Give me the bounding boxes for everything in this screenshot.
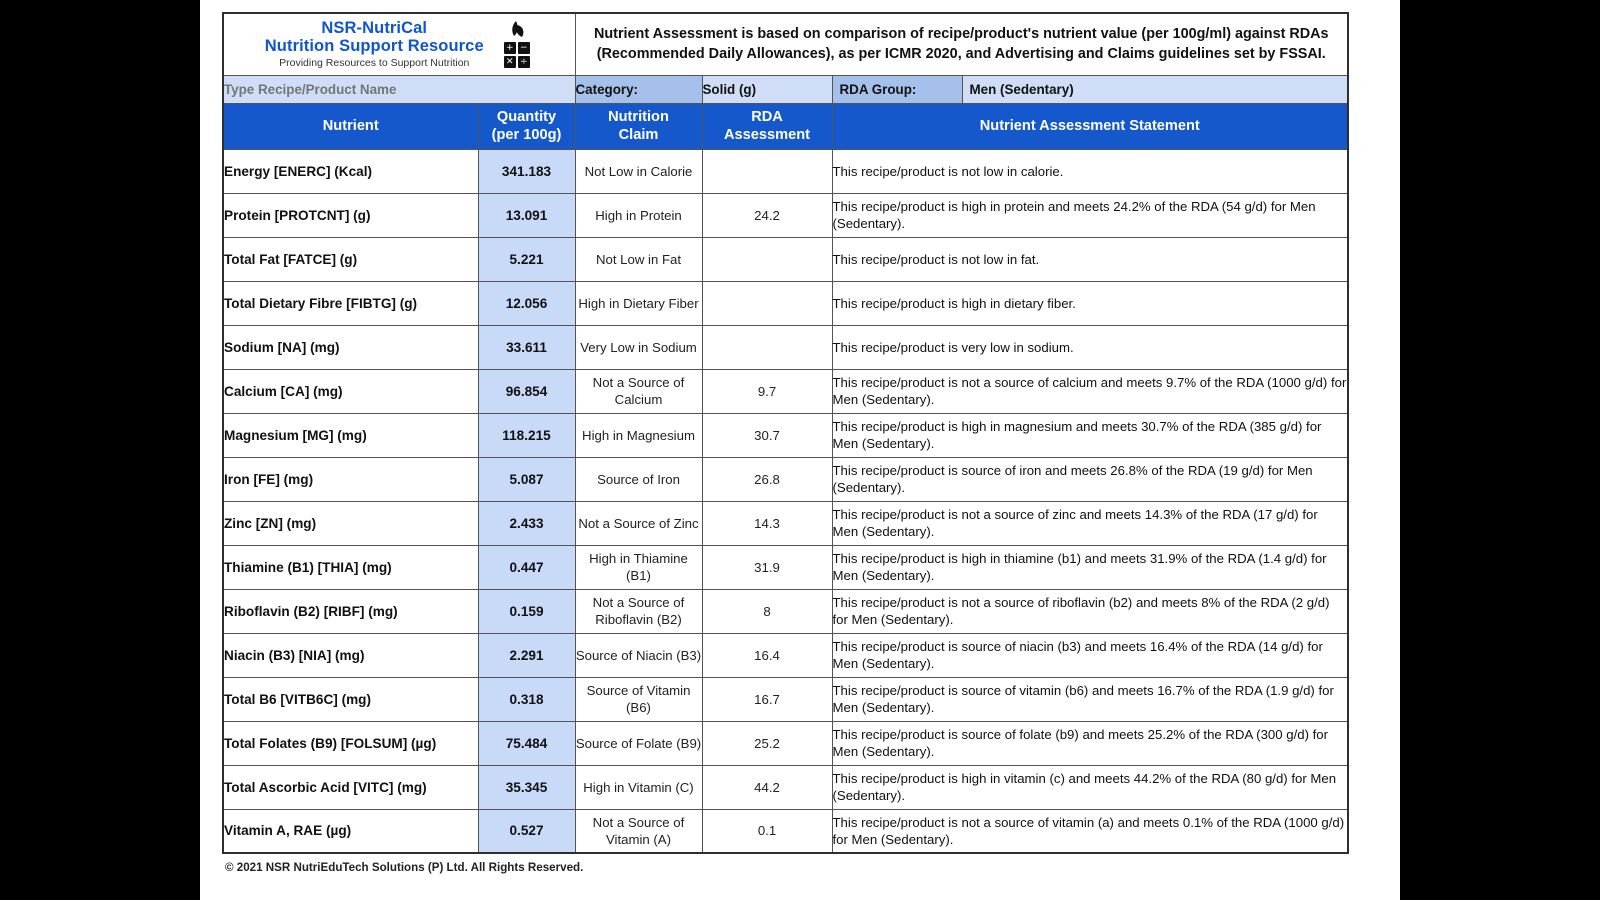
calculator-keypad-icon bbox=[504, 42, 530, 68]
assessment-statement-cell: This recipe/product is high in protein and meets 24.2% of the RDA (54 g/d) for Men (Sedentary). bbox=[832, 193, 1348, 237]
nutrition-claim-cell: Source of Folate (B9) bbox=[575, 721, 702, 765]
nutrition-claim-cell: Not Low in Fat bbox=[575, 237, 702, 281]
assessment-statement-cell: This recipe/product is not a source of calcium and meets 9.7% of the RDA (1000 g/d) for Men (Sedentary). bbox=[832, 369, 1348, 413]
nutrient-name-cell: Niacin (B3) [NIA] (mg) bbox=[223, 633, 478, 677]
nutrient-name-cell: Magnesium [MG] (mg) bbox=[223, 413, 478, 457]
quantity-cell: 0.318 bbox=[478, 677, 575, 721]
rda-group-label: RDA Group: bbox=[833, 76, 963, 103]
nutrient-name-cell: Sodium [NA] (mg) bbox=[223, 325, 478, 369]
assessment-note: Nutrient Assessment is based on comparison of recipe/product's nutrient value (per 100g/ml) against RDAs (Recommended Daily Allowances), as per ICMR 2020, and Advertising and Claims guidelines set by FSSAI. bbox=[575, 13, 1348, 75]
assessment-statement-cell: This recipe/product is high in thiamine (b1) and meets 31.9% of the RDA (1.4 g/d) for Men (Sedentary). bbox=[832, 545, 1348, 589]
table-row bbox=[223, 369, 1348, 413]
table-row bbox=[223, 193, 1348, 237]
nutrient-name-cell: Thiamine (B1) [THIA] (mg) bbox=[223, 545, 478, 589]
nutrient-name-cell: Total Dietary Fibre [FIBTG] (g) bbox=[223, 281, 478, 325]
key-minus: − bbox=[518, 42, 530, 54]
quantity-cell: 33.611 bbox=[478, 325, 575, 369]
table-row bbox=[223, 545, 1348, 589]
assessment-statement-cell: This recipe/product is source of vitamin (b6) and meets 16.7% of the RDA (1.9 g/d) for Men (Sedentary). bbox=[832, 677, 1348, 721]
rda-assessment-cell bbox=[702, 237, 832, 281]
col-header-rda-line2: Assessment bbox=[724, 127, 810, 143]
assessment-statement-cell: This recipe/product is not a source of zinc and meets 14.3% of the RDA (17 g/d) for Men (Sedentary). bbox=[832, 501, 1348, 545]
input-row bbox=[223, 75, 1348, 103]
nutrient-name-cell: Energy [ENERC] (Kcal) bbox=[223, 149, 478, 193]
col-header-claim-line2: Claim bbox=[618, 127, 659, 143]
rda-assessment-cell: 9.7 bbox=[702, 369, 832, 413]
recipe-name-cell[interactable] bbox=[223, 75, 575, 103]
nutrient-name-cell: Iron [FE] (mg) bbox=[223, 457, 478, 501]
nutrition-claim-cell: High in Thiamine (B1) bbox=[575, 545, 702, 589]
nutrition-claim-cell: Very Low in Sodium bbox=[575, 325, 702, 369]
nutrition-claim-cell: Not a Source of Vitamin (A) bbox=[575, 809, 702, 853]
nutrition-claim-cell: Not a Source of Calcium bbox=[575, 369, 702, 413]
table-row bbox=[223, 413, 1348, 457]
nutrient-name-cell: Total Ascorbic Acid [VITC] (mg) bbox=[223, 765, 478, 809]
quantity-cell: 35.345 bbox=[478, 765, 575, 809]
assessment-statement-cell: This recipe/product is source of iron and meets 26.8% of the RDA (19 g/d) for Men (Sedentary). bbox=[832, 457, 1348, 501]
quantity-cell: 5.221 bbox=[478, 237, 575, 281]
rda-assessment-cell: 0.1 bbox=[702, 809, 832, 853]
rda-assessment-cell: 24.2 bbox=[702, 193, 832, 237]
nutrient-name-cell: Total B6 [VITB6C] (mg) bbox=[223, 677, 478, 721]
table-row bbox=[223, 589, 1348, 633]
recipe-name-input[interactable] bbox=[224, 82, 575, 97]
nutrition-claim-cell: High in Dietary Fiber bbox=[575, 281, 702, 325]
key-multiply: ✕ bbox=[504, 56, 516, 68]
col-header-nutrition-claim bbox=[575, 103, 702, 149]
nutrient-name-cell: Total Folates (B9) [FOLSUM] (µg) bbox=[223, 721, 478, 765]
col-header-claim-line1: Nutrition bbox=[608, 109, 669, 125]
table-row bbox=[223, 281, 1348, 325]
leaf-calculator-icon bbox=[500, 20, 534, 68]
quantity-cell: 2.433 bbox=[478, 501, 575, 545]
assessment-statement-cell: This recipe/product is high in vitamin (c) and meets 44.2% of the RDA (80 g/d) for Men (Sedentary). bbox=[832, 765, 1348, 809]
nutrition-claim-cell: High in Protein bbox=[575, 193, 702, 237]
nutrient-name-cell: Zinc [ZN] (mg) bbox=[223, 501, 478, 545]
nutrition-claim-cell: Not a Source of Riboflavin (B2) bbox=[575, 589, 702, 633]
table-row bbox=[223, 765, 1348, 809]
assessment-statement-cell: This recipe/product is not low in fat. bbox=[832, 237, 1348, 281]
table-row bbox=[223, 677, 1348, 721]
nutrition-claim-cell: Source of Iron bbox=[575, 457, 702, 501]
table-row bbox=[223, 501, 1348, 545]
banner-row bbox=[223, 13, 1348, 75]
table-row bbox=[223, 237, 1348, 281]
assessment-statement-cell: This recipe/product is source of folate (b9) and meets 25.2% of the RDA (300 g/d) for Men (Sedentary). bbox=[832, 721, 1348, 765]
category-label: Category: bbox=[575, 75, 702, 103]
brand-name: NSR-NutriCal bbox=[321, 18, 428, 37]
quantity-cell: 75.484 bbox=[478, 721, 575, 765]
table-row bbox=[223, 457, 1348, 501]
rda-assessment-cell: 30.7 bbox=[702, 413, 832, 457]
col-header-rda-line1: RDA bbox=[751, 109, 783, 125]
assessment-statement-cell: This recipe/product is source of niacin (b3) and meets 16.4% of the RDA (14 g/d) for Men (Sedentary). bbox=[832, 633, 1348, 677]
table-row bbox=[223, 149, 1348, 193]
col-header-quantity bbox=[478, 103, 575, 149]
quantity-cell: 0.447 bbox=[478, 545, 575, 589]
nutrition-claim-cell: Source of Vitamin (B6) bbox=[575, 677, 702, 721]
sheet-content bbox=[222, 12, 1347, 874]
assessment-statement-cell: This recipe/product is not a source of vitamin (a) and meets 0.1% of the RDA (1000 g/d) for Men (Sedentary). bbox=[832, 809, 1348, 853]
rda-assessment-cell: 16.7 bbox=[702, 677, 832, 721]
rda-assessment-cell: 26.8 bbox=[702, 457, 832, 501]
quantity-cell: 12.056 bbox=[478, 281, 575, 325]
nutrition-claim-cell: High in Vitamin (C) bbox=[575, 765, 702, 809]
nutrient-assessment-sheet bbox=[200, 0, 1400, 900]
nutrition-claim-cell: Not a Source of Zinc bbox=[575, 501, 702, 545]
col-header-quantity-line1: Quantity bbox=[496, 109, 557, 125]
quantity-cell: 5.087 bbox=[478, 457, 575, 501]
rda-group-cell bbox=[832, 75, 1348, 103]
brand-tagline: Providing Resources to Support Nutrition bbox=[279, 56, 470, 69]
rda-assessment-cell: 14.3 bbox=[702, 501, 832, 545]
assessment-statement-cell: This recipe/product is not a source of riboflavin (b2) and meets 8% of the RDA (2 g/d) for Men (Sedentary). bbox=[832, 589, 1348, 633]
assessment-statement-cell: This recipe/product is not low in calorie. bbox=[832, 149, 1348, 193]
table-row bbox=[223, 721, 1348, 765]
copyright-footer: © 2021 NSR NutriEduTech Solutions (P) Ltd. All Rights Reserved. bbox=[225, 861, 584, 874]
rda-assessment-cell: 8 bbox=[702, 589, 832, 633]
nutrition-claim-cell: Source of Niacin (B3) bbox=[575, 633, 702, 677]
assessment-statement-cell: This recipe/product is high in magnesium and meets 30.7% of the RDA (385 g/d) for Men (Sedentary). bbox=[832, 413, 1348, 457]
nutrient-name-cell: Calcium [CA] (mg) bbox=[223, 369, 478, 413]
quantity-cell: 0.159 bbox=[478, 589, 575, 633]
col-header-quantity-line2: (per 100g) bbox=[491, 127, 562, 143]
nutrient-name-cell: Riboflavin (B2) [RIBF] (mg) bbox=[223, 589, 478, 633]
nutrient-name-cell: Vitamin A, RAE (µg) bbox=[223, 809, 478, 853]
table-row bbox=[223, 325, 1348, 369]
rda-assessment-cell: 25.2 bbox=[702, 721, 832, 765]
rda-assessment-cell bbox=[702, 149, 832, 193]
assessment-statement-cell: This recipe/product is very low in sodium. bbox=[832, 325, 1348, 369]
quantity-cell: 341.183 bbox=[478, 149, 575, 193]
rda-assessment-cell: 16.4 bbox=[702, 633, 832, 677]
quantity-cell: 118.215 bbox=[478, 413, 575, 457]
nutrition-claim-cell: High in Magnesium bbox=[575, 413, 702, 457]
quantity-cell: 13.091 bbox=[478, 193, 575, 237]
column-header-row bbox=[223, 103, 1348, 149]
brand-subtitle: Nutrition Support Resource bbox=[264, 36, 484, 55]
rda-assessment-cell: 44.2 bbox=[702, 765, 832, 809]
col-header-statement: Nutrient Assessment Statement bbox=[832, 103, 1348, 149]
category-value[interactable]: Solid (g) bbox=[702, 75, 832, 103]
key-plus: + bbox=[504, 42, 516, 54]
col-header-rda-assessment bbox=[702, 103, 832, 149]
rda-assessment-cell bbox=[702, 281, 832, 325]
quantity-cell: 0.527 bbox=[478, 809, 575, 853]
rda-group-value[interactable]: Men (Sedentary) bbox=[963, 76, 1348, 103]
table-body bbox=[223, 149, 1348, 853]
table-row bbox=[223, 633, 1348, 677]
nutrient-assessment-table bbox=[222, 12, 1349, 854]
assessment-statement-cell: This recipe/product is high in dietary fiber. bbox=[832, 281, 1348, 325]
rda-assessment-cell bbox=[702, 325, 832, 369]
quantity-cell: 2.291 bbox=[478, 633, 575, 677]
nutrient-name-cell: Protein [PROTCNT] (g) bbox=[223, 193, 478, 237]
col-header-nutrient: Nutrient bbox=[223, 103, 478, 149]
table-row bbox=[223, 809, 1348, 853]
quantity-cell: 96.854 bbox=[478, 369, 575, 413]
rda-assessment-cell: 31.9 bbox=[702, 545, 832, 589]
key-divide: ÷ bbox=[518, 56, 530, 68]
nutrient-name-cell: Total Fat [FATCE] (g) bbox=[223, 237, 478, 281]
nutrition-claim-cell: Not Low in Calorie bbox=[575, 149, 702, 193]
brand-cell bbox=[223, 13, 575, 75]
